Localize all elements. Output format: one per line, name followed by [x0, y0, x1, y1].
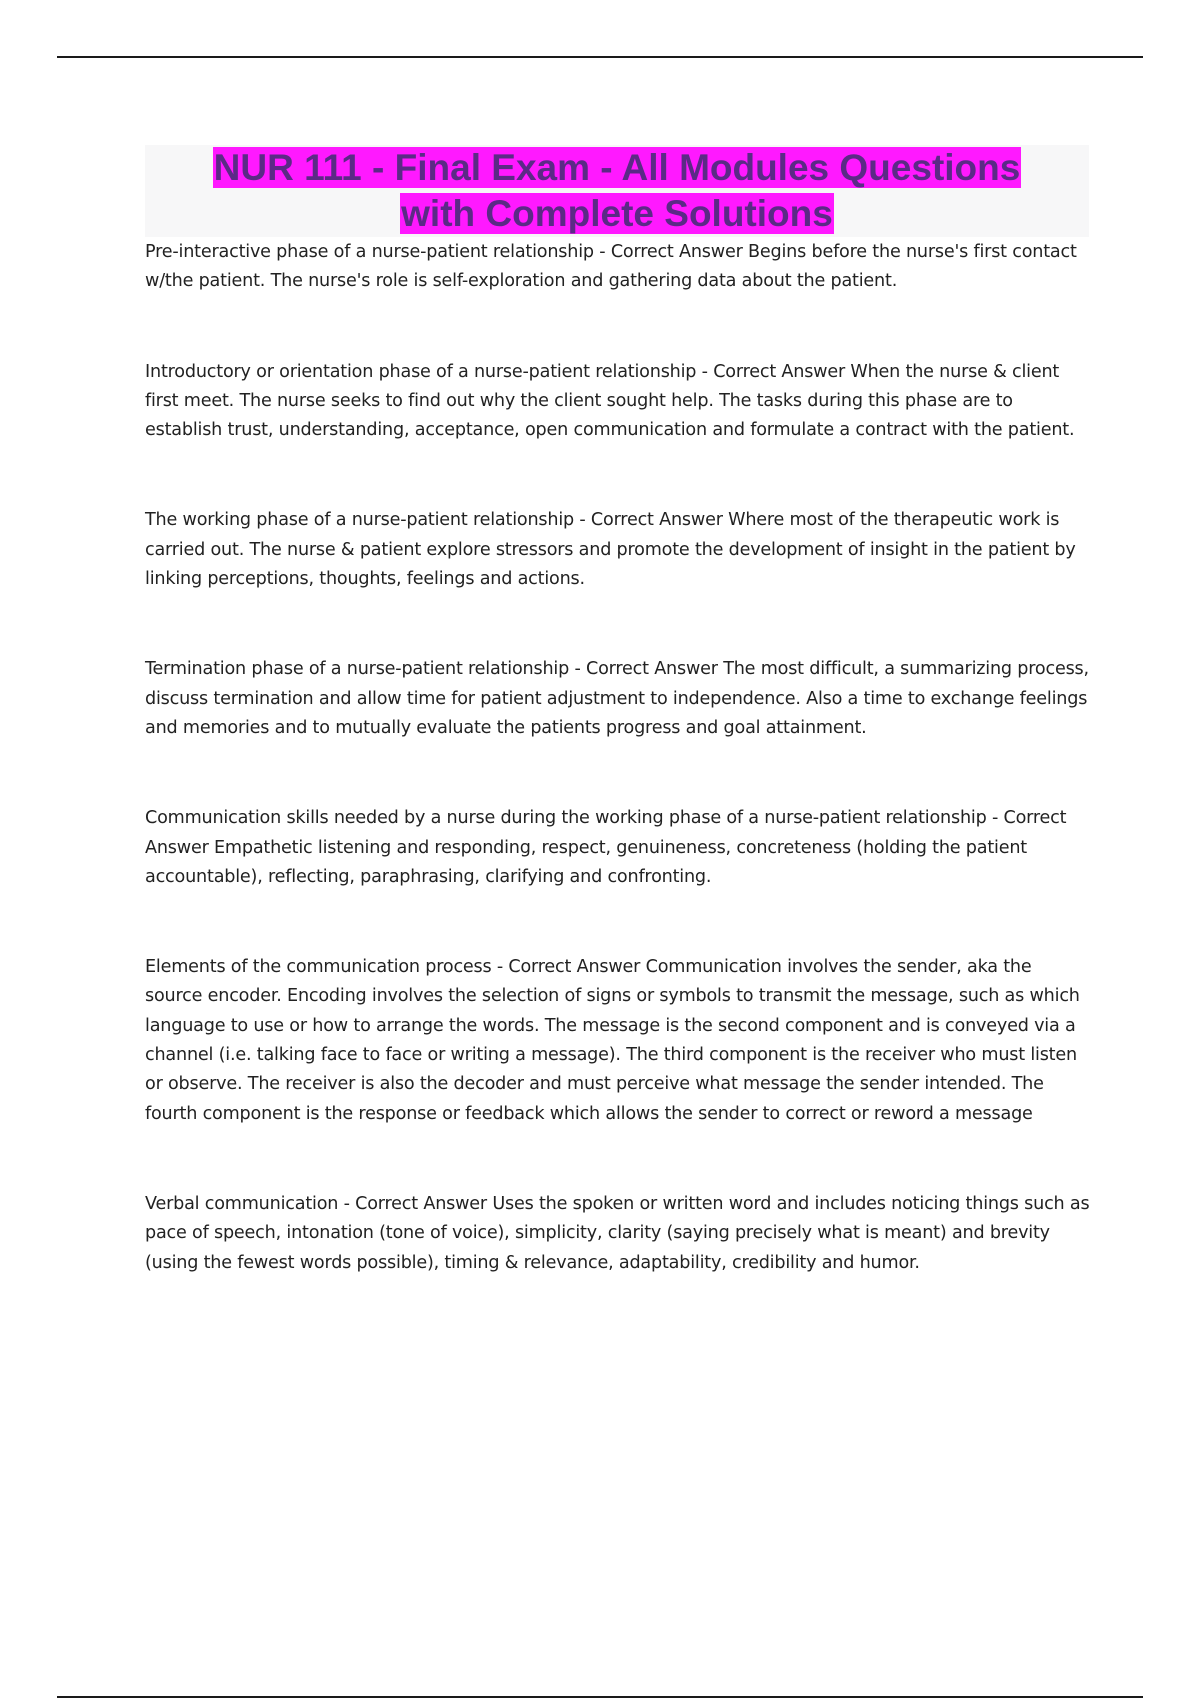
title-text-2: with Complete Solutions: [401, 193, 833, 234]
title-line-1: [145, 145, 1089, 191]
top-rule: [57, 56, 1143, 58]
document-title: [145, 145, 1089, 237]
qa-entry-communication-skills: Communication skills needed by a nurse during the working phase of a nurse-patient relationship - Correct Answer Empathetic listening and responding, respect, genuineness, concreteness (holding the patient accountable), reflecting, paraphrasing, clarifying and confronting.: [145, 808, 1067, 887]
qa-entry-verbal-communication: Verbal communication - Correct Answer Uses the spoken or written word and includes noticing things such as pace of speech, intonation (tone of voice), simplicity, clarity (saying precisely what is meant) and brevity (using the fewest words possible), timing & relevance, adaptability, credibility and humor.: [145, 1193, 1090, 1273]
qa-entry-orientation: Introductory or orientation phase of a nurse-patient relationship - Correct Answer When the nurse & client first meet. The nurse seeks to find out why the client sought help. The tasks during this phase are to establish trust, understanding, acceptance, open communication and formulate a contract with the patient.: [145, 361, 1075, 441]
title-text-1: NUR 111 - Final Exam - All Modules Questions: [213, 147, 1021, 188]
qa-list: [145, 238, 1090, 1339]
qa-entry-working: The working phase of a nurse-patient relationship - Correct Answer Where most of the therapeutic work is carried out. The nurse & patient explore stressors and promote the development of insight in the patient by linking perceptions, thoughts, feelings and actions.: [145, 510, 1076, 590]
bottom-rule: [57, 1696, 1143, 1698]
qa-entry-communication-process: Elements of the communication process - Correct Answer Communication involves the sender, aka the source encoder. Encoding involves the selection of signs or symbols to transmit the message, such as which language to use or how to arrange the words. The message is the second component and is conveyed via a channel (i.e. talking face to face or writing a message). The third component is the receiver who must listen or observe. The receiver is also the decoder and must perceive what message the sender intended. The fourth component is the response or feedback which allows the sender to correct or reword a message: [145, 957, 1080, 1124]
qa-entry-pre-interactive: Pre-interactive phase of a nurse-patient relationship - Correct Answer Begins before the nurse's first contact w/the patient. The nurse's role is self-exploration and gathering data about the patient.: [145, 242, 1077, 292]
qa-entry-termination: Termination phase of a nurse-patient relationship - Correct Answer The most difficult, a summarizing process, discuss termination and allow time for patient adjustment to independence. Also a time to exchange feelings and memories and to mutually evaluate the patients progress and goal attainment.: [145, 659, 1089, 738]
title-line-2: [145, 191, 1089, 237]
